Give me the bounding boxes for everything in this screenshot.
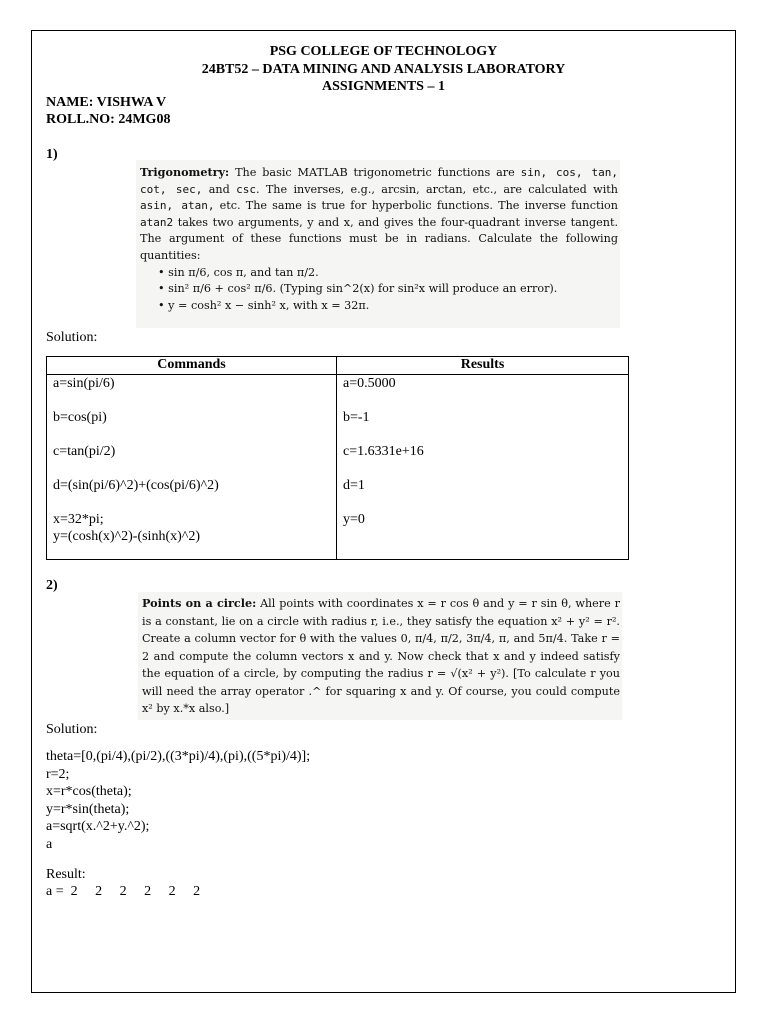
assignment-title: ASSIGNMENTS – 1 bbox=[322, 79, 445, 94]
table-row bbox=[47, 375, 629, 560]
solution-2-label: Solution: bbox=[46, 722, 98, 737]
problem-2-heading: Points on a circle: bbox=[142, 596, 257, 610]
college-title: PSG COLLEGE OF TECHNOLOGY bbox=[269, 44, 498, 59]
results-cell: a=0.5000 b=-1 c=1.6331e+16 d=1 y=0 bbox=[337, 375, 629, 560]
results-header: Results bbox=[337, 357, 629, 375]
commands-header: Commands bbox=[47, 357, 337, 375]
question-2-problem-image: Points on a circle: All points with coordinates x = r cos θ and y = r sin θ, where r is a constant, lie on a circle with radius r, i.e., they satisfy the equation x² + y² = r². Create a column vector for θ with the values 0, π/4, π/2, 3π/4, π, and 5π/4. Take r = 2 and compute the column vectors x and y. Now check that x and y indeed satisfy the equation of a circle, by computing the radius r = √(x² + y²). [To calculate r you will need the array operator .^ for squaring x and y. Of course, you could compute x² by x.*x also.] bbox=[138, 592, 622, 720]
problem-1-heading: Trigonometry: bbox=[140, 165, 230, 179]
commands-results-table bbox=[46, 356, 629, 560]
question-2-number: 2) bbox=[46, 578, 58, 593]
commands-cell: a=sin(pi/6) b=cos(pi) c=tan(pi/2) d=(sin(pi/6)^2)+(cos(pi/6)^2) x=32*pi; y=(cosh(x)^2)-(sinh(x)^2) bbox=[47, 375, 337, 560]
solution-1-label: Solution: bbox=[46, 330, 98, 345]
problem-1-bullet: • y = cosh² x − sinh² x, with x = 32π. bbox=[158, 298, 370, 312]
result-value: a = 2 2 2 2 2 2 bbox=[46, 884, 201, 899]
question-1-number: 1) bbox=[46, 147, 58, 162]
matlab-code-block: theta=[0,(pi/4),(pi/2),((3*pi)/4),(pi),((5*pi)/4)]; r=2; x=r*cos(theta); y=r*sin(theta); a=sqrt(x.^2+y.^2); a bbox=[46, 749, 311, 852]
problem-1-bullet: • sin² π/6 + cos² π/6. (Typing sin^2(x) for sin²x will produce an error). bbox=[158, 282, 558, 296]
table-header-row bbox=[47, 357, 629, 375]
question-1-problem-image: Trigonometry: The basic MATLAB trigonometric functions are sin, cos, tan, cot, sec, and csc. The inverses, e.g., arcsin, arctan, etc., are calculated with asin, atan, etc. The same is true for hyperbolic functions. The inverse function atan2 takes two arguments, y and x, and gives the four-quadrant inverse tangent. The argument of these functions must be in radians. Calculate the following quantities: • sin π/6, cos π, and tan π/2. • sin² π/6 + cos² π/6. (Typing sin^2(x) for sin²x will produce an error). • y = cosh² x − sinh² x, with x = 32π. bbox=[136, 160, 620, 328]
result-label: Result: bbox=[46, 867, 86, 882]
course-title: 24BT52 – DATA MINING AND ANALYSIS LABORATORY bbox=[201, 62, 566, 77]
student-name: NAME: VISHWA V bbox=[46, 95, 167, 110]
problem-1-bullet: • sin π/6, cos π, and tan π/2. bbox=[158, 265, 319, 279]
problem-1-bullets bbox=[158, 265, 618, 315]
roll-number: ROLL.NO: 24MG08 bbox=[46, 112, 171, 127]
